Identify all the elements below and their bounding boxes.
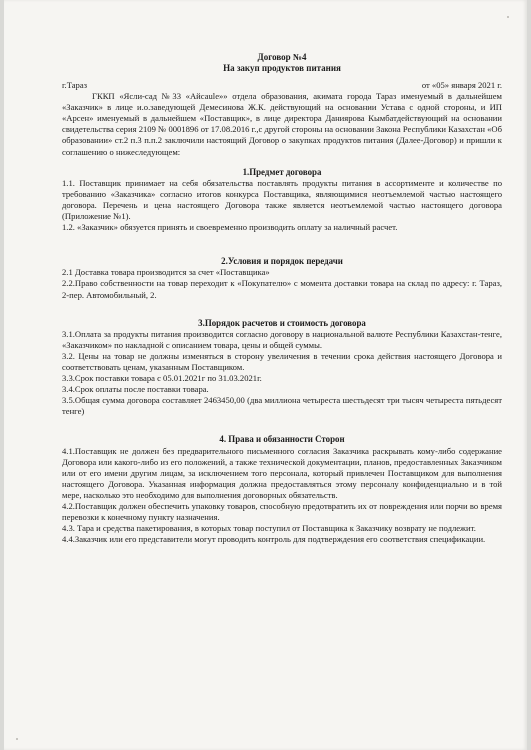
clause-3-2: 3.2. Цены на товар не должны изменяться в сторону увеличения в течении срока действия настоящего Договора и соответствовать ценам, указанным Поставщиком. bbox=[62, 350, 502, 372]
clause-3-1: 3.1.Оплата за продукты питания производится согласно договору в национальной валюте Республики Казахстан-тенге, «Заказчиком» по накладной с описанием товара, цены и общей суммы. bbox=[62, 328, 502, 350]
clause-2-1: 2.1 Доставка товара производится за счет «Поставщика» bbox=[62, 267, 270, 278]
place-date-row bbox=[62, 80, 502, 91]
scan-speck bbox=[507, 16, 509, 18]
clause-4-2: 4.2.Поставщик должен обеспечить упаковку товаров, способную предотвратить их от повреждения или порчи во время перевозки к конечному пункту назначения. bbox=[62, 501, 502, 523]
city: г.Тараз bbox=[62, 80, 88, 90]
clause-4-1: 4.1.Поставщик не должен без предварительного письменного согласия Заказчика раскрывать кому-либо содержание Договора или какого-либо из его положений, а также технической документации, планов, предоставленных Заказчиком или от его имени другим лицам, за исключением того персонала, который привлечен Поставщиком для выполнения настоящего Договора. Указанная информация должна предоставляться этому персоналу конфиденциально и в той мере, насколько это необходимо для выполнения договорных обязательств. bbox=[62, 445, 502, 500]
clause-1-2: 1.2. «Заказчик» обязуется принять и своевременно производить оплату за наличный расчет. bbox=[62, 222, 398, 233]
clause-1-1: 1.1. Поставщик принимает на себя обязательства поставлять продукты питания в ассортименте и количестве по требованию «Заказчика» согласно итогов конкурса Поставщика, являющимися неотъемлемой частью настоящего договора. Перечень и цена настоящего Договора также является неотъемлемой частью настоящего договора (Приложение №1). bbox=[62, 177, 502, 222]
section-4-title: 4. Права и обязанности Сторон bbox=[219, 434, 345, 445]
document-subtitle: На закуп продуктов питания bbox=[223, 63, 341, 73]
section-2-title: 2.Условия и порядок передачи bbox=[221, 256, 343, 267]
clause-4-4: 4.4.Заказчик или его представители могут проводить контроль для подтверждения его соответствия спецификации. bbox=[62, 534, 486, 545]
scanned-document-page bbox=[4, 0, 527, 750]
clause-3-4: 3.4.Срок оплаты после поставки товара. bbox=[62, 384, 209, 395]
section-3-title: 3.Порядок расчетов и стоимость договора bbox=[198, 317, 366, 328]
scan-speck bbox=[16, 738, 18, 740]
clause-4-3: 4.3. Тара и средства пакетирования, в которых товар поступил от Поставщика к Заказчику возврату не подлежит. bbox=[62, 523, 476, 534]
intro-paragraph: ГККП «Ясли-сад №33 «Айсаule»» отдела образования, акимата города Тараз именуемый в дальнейшем «Заказчик» в лице и.о.заведующей Демесинова Ж.К. действующий на основании Устава с одной стороны, и ИП «Арсен» именуемый в дальнейшем «Поставщик», в лице директора Даниярова Кымбатдействующий на основании свидетельства серия 2109 № 0001896 от 17.08.2016 г.,с другой стороны на основании Закона Республики Казахстан «Об образовании» ст.2 п.3 п.п.2 заключили настоящий Договор о закупках продуктов питания (Далее-Договор) и пришли к соглашению о нижеследующем: bbox=[62, 91, 502, 157]
clause-2-2: 2.2.Право собственности на товар переходит к «Покупателю» с момента доставки товара на склад по адресу: г. Тараз, 2-пер. Автомобильный, 2. bbox=[62, 278, 502, 300]
clause-3-3: 3.3.Срок поставки товара с 05.01.2021г по 31.03.2021г. bbox=[62, 373, 262, 384]
contract-text bbox=[62, 52, 502, 545]
section-1-title: 1.Предмет договора bbox=[242, 166, 322, 177]
document-title: Договор №4 bbox=[257, 52, 307, 62]
contract-date: от «05» января 2021 г. bbox=[421, 80, 502, 90]
clause-3-5: 3.5.Общая сумма договора составляет 2463450,00 (два миллиона четыреста шестьдесят три тысяч четыреста пятьдесят тенге) bbox=[62, 395, 502, 417]
